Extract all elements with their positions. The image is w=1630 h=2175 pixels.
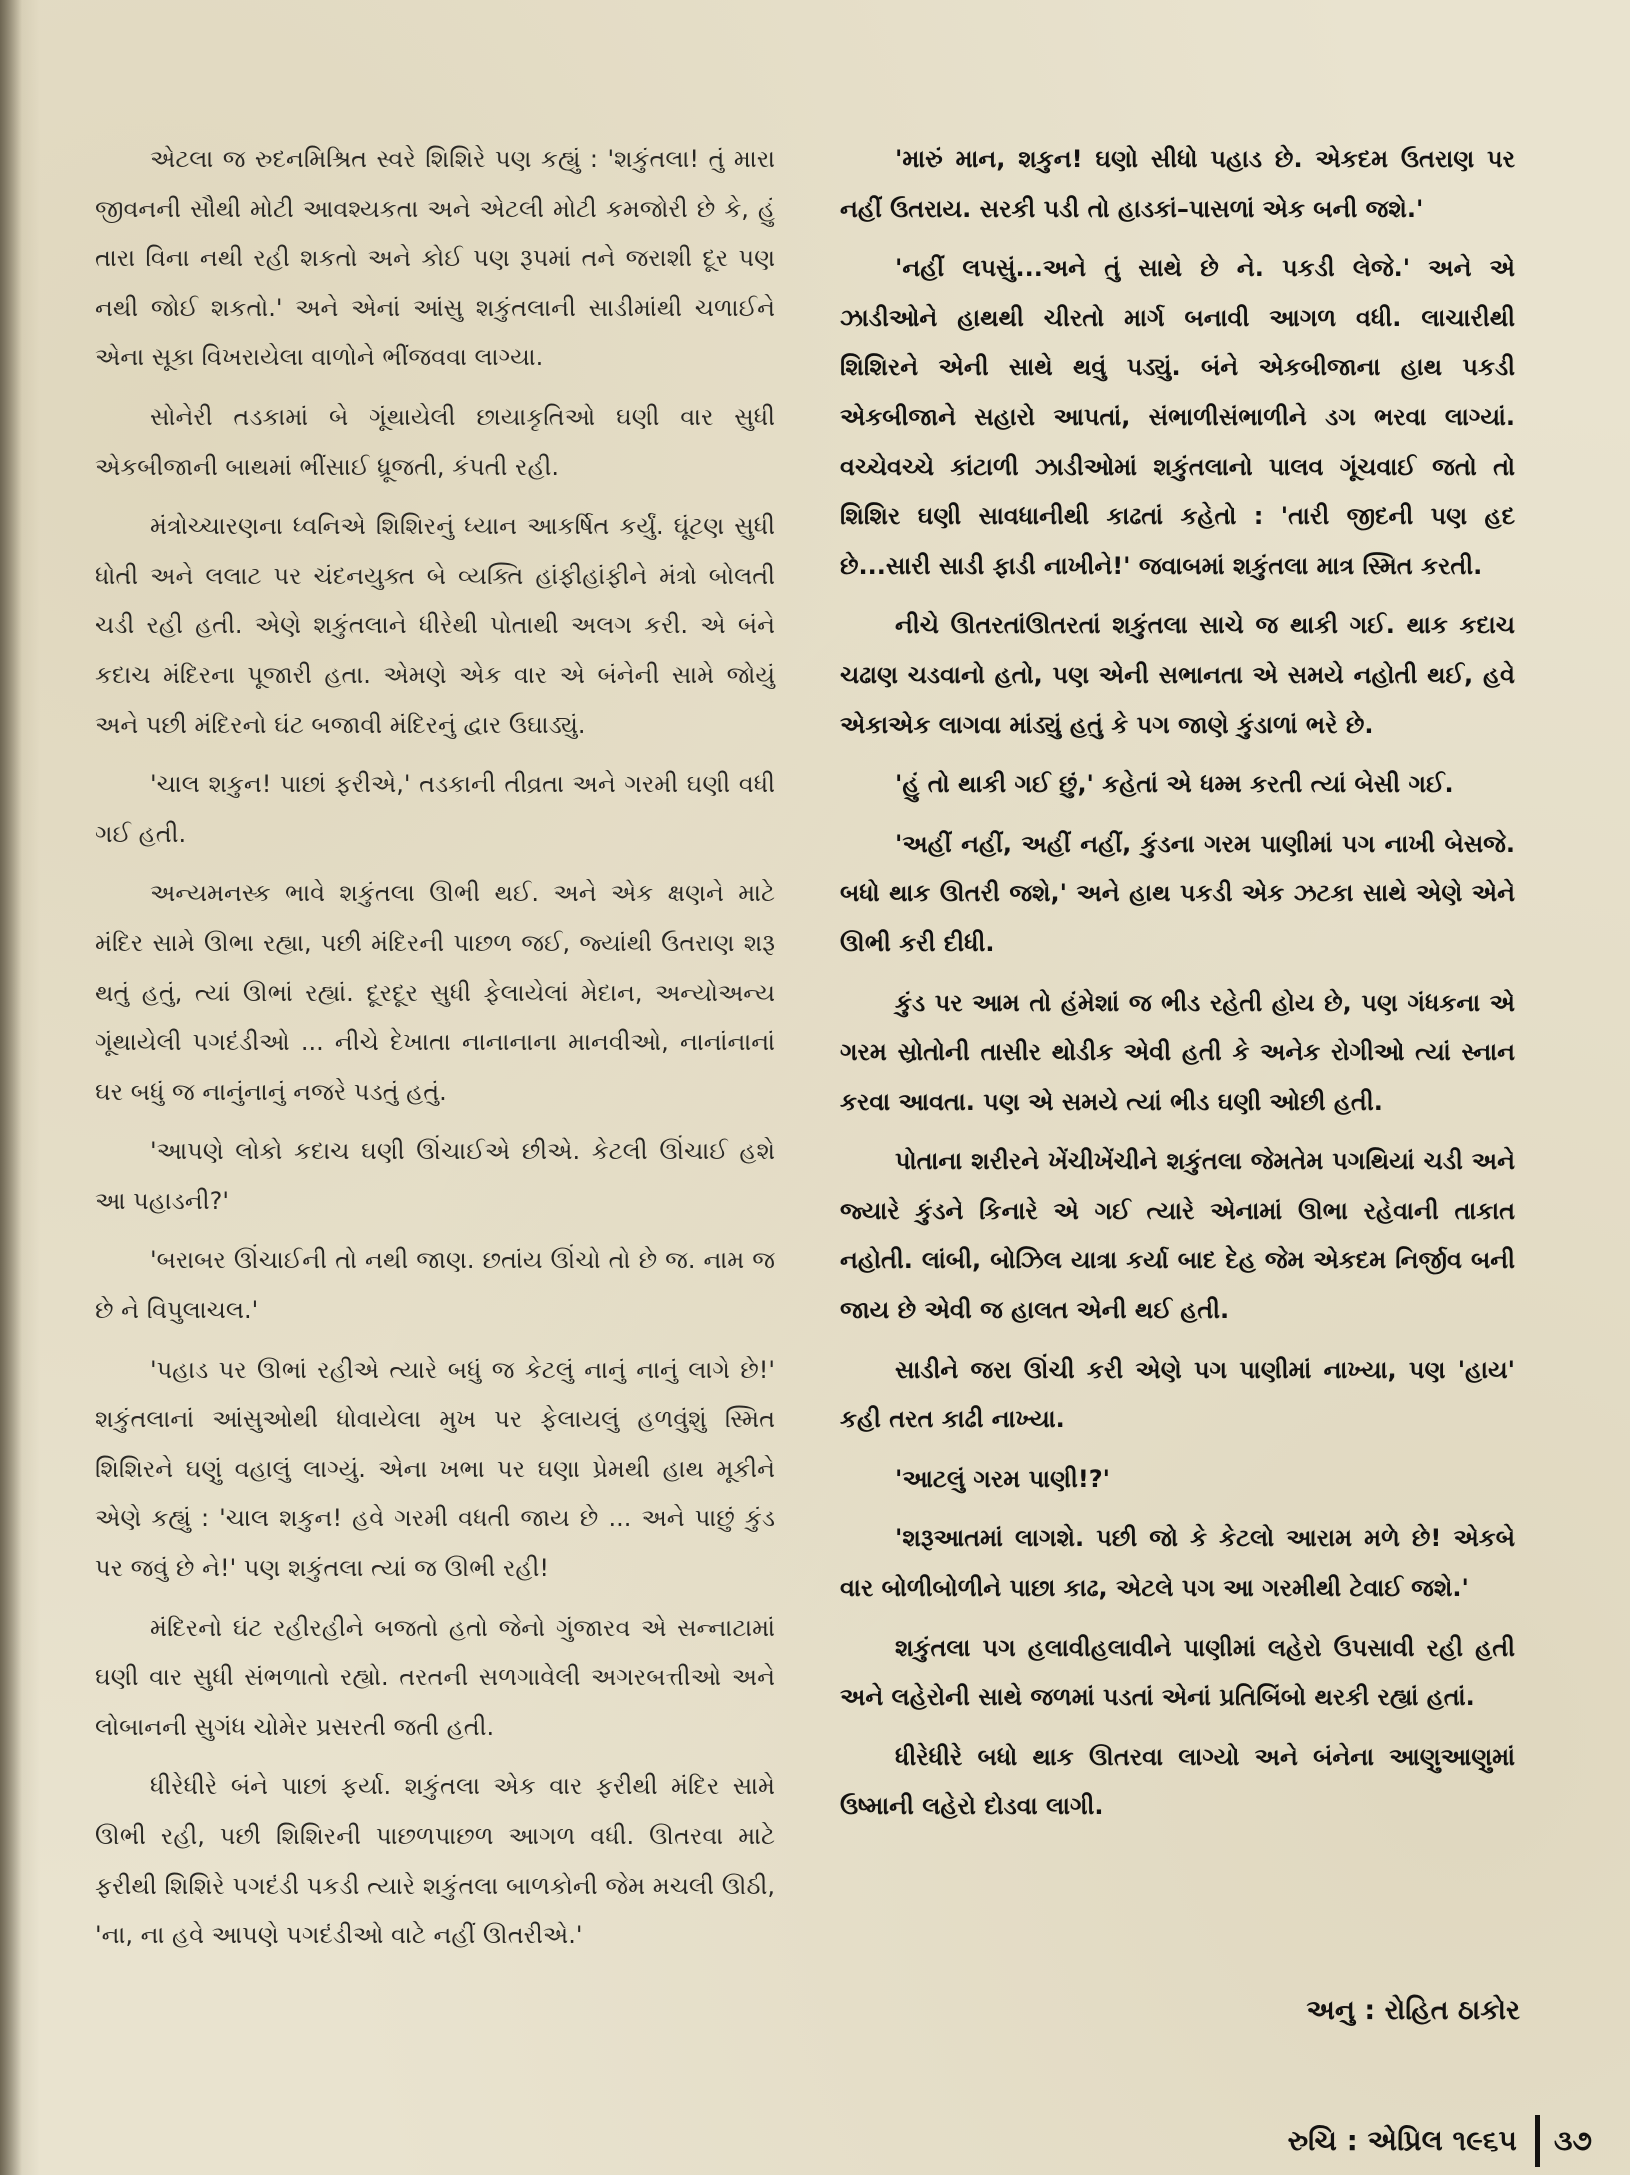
footer-divider	[1535, 2115, 1540, 2167]
paragraph: ધીરેધીરે બધો થાક ઊતરવા લાગ્યો અને બંનેના આણુઆણુમાં ઉષ્માની લહેરો દોડવા લાગી.	[840, 1742, 1515, 1821]
paragraph: કુંડ પર આમ તો હંમેશાં જ ભીડ રહેતી હોય છે, પણ ગંધકના એ ગરમ સ્રોતોની તાસીર થોડીક એવી હતી કે અનેક રોગીઓ ત્યાં સ્નાન કરવા આવતા. પણ એ સમયે ત્યાં ભીડ ઘણી ઓછી હતી.	[840, 988, 1515, 1116]
page-number: ૩૭	[1553, 2124, 1592, 2157]
paragraph: મંદિરનો ઘંટ રહીરહીને બજતો હતો જેનો ગુંજારવ એ સન્નાટામાં ઘણી વાર સુધી સંભળાતો રહ્યો. તરતની સળગાવેલી અગરબત્તીઓ અને લોબાનની સુગંધ ચોમેર પ્રસરતી જતી હતી.	[95, 1613, 775, 1741]
paragraph: પોતાના શરીરને ખેંચીખેંચીને શકુંતલા જેમતેમ પગથિયાં ચડી અને જ્યારે કુંડને કિનારે એ ગઈ ત્યારે એનામાં ઊભા રહેવાની તાકાત નહોતી. લાંબી, બોઝિલ યાત્રા કર્યા બાદ દેહ જેમ એકદમ નિર્જીવ બની જાય છે એવી જ હાલત એની થઈ હતી.	[840, 1147, 1515, 1325]
translator-credit: અનુ : રોહિત ઠાકોર	[1306, 1995, 1520, 2026]
paragraph: 'શરૂઆતમાં લાગશે. પછી જો કે કેટલો આરામ મળે છે! એકબે વાર બોળીબોળીને પાછા કાઢ, એટલે પગ આ ગરમીથી ટેવાઈ જશે.'	[840, 1524, 1515, 1603]
paragraph: 'મારું માન, શકુન! ઘણો સીધો પહાડ છે. એકદમ ઉતરાણ પર નહીં ઉતરાય. સરકી પડી તો હાડકાં–પાસળાં એક બની જશે.'	[840, 145, 1515, 223]
paragraph: નીચે ઊતરતાંઊતરતાં શકુંતલા સાચે જ થાકી ગઈ. થાક કદાચ ચઢાણ ચડવાનો હતો, પણ એની સભાનતા એ સમયે નહોતી થઈ, હવે એકાએક લાગવા માંડ્યું હતું કે પગ જાણે કુંડાળાં ભરે છે.	[840, 611, 1515, 739]
paragraph: 'પહાડ પર ઊભાં રહીએ ત્યારે બધું જ કેટલું નાનું નાનું લાગે છે!' શકુંતલાનાં આંસુઓથી ધોવાયેલા મુખ પર ફેલાયલું હળવુંશું સ્મિત શિશિરને ઘણું વહાલું લાગ્યું. એના ખભા પર ઘણા પ્રેમથી હાથ મૂકીને એણે કહ્યું : 'ચાલ શકુન! હવે ગરમી વધતી જાય છે ... અને પાછું કુંડ પર જવું છે ને!' પણ શકુંતલા ત્યાં જ ઊભી રહી!	[95, 1355, 775, 1583]
paragraph: શકુંતલા પગ હલાવીહલાવીને પાણીમાં લહેરો ઉપસાવી રહી હતી અને લહેરોની સાથે જળમાં પડતાં એનાં પ્રતિબિંબો થરકી રહ્યાં હતાં.	[840, 1633, 1515, 1712]
paragraph: સોનેરી તડકામાં બે ગૂંથાયેલી છાયાકૃતિઓ ઘણી વાર સુધી એકબીજાની બાથમાં ભીંસાઈ ધ્રૂજતી, કંપતી રહી.	[95, 402, 775, 481]
left-column	[95, 135, 775, 1971]
paragraph: ધીરેધીરે બંને પાછાં ફર્યા. શકુંતલા એક વાર ફરીથી મંદિર સામે ઊભી રહી, પછી શિશિરની પાછળપાછળ આગળ વધી. ઊતરવા માટે ફરીથી શિશિરે પગદંડી પકડી ત્યારે શકુંતલા બાળકોની જેમ મચલી ઊઠી, 'ના, ના હવે આપણે પગદંડીઓ વાટે નહીં ઊતરીએ.'	[95, 1772, 775, 1950]
paragraph: 'નહીં લપસું...અને તું સાથે છે ને. પકડી લેજે.' અને એ ઝાડીઓને હાથથી ચીરતો માર્ગ બનાવી આગળ વધી. લાચારીથી શિશિરને એની સાથે થવું પડ્યું. બંને એકબીજાના હાથ પકડી એકબીજાને સહારો આપતાં, સંભાળીસંભાળીને ડગ ભરવા લાગ્યાં. વચ્ચેવચ્ચે કાંટાળી ઝાડીઓમાં શકુંતલાનો પાલવ ગૂંચવાઈ જતો તો શિશિર ઘણી સાવધાનીથી કાઢતાં કહેતો : 'તારી જીદની પણ હદ છે...સારી સાડી ફાડી નાખીને!' જવાબમાં શકુંતલા માત્ર સ્મિત કરતી.	[840, 254, 1515, 580]
page-binding-shadow	[0, 0, 22, 2175]
page-footer	[1288, 2115, 1592, 2167]
right-column	[840, 135, 1515, 1842]
paragraph: સાડીને જરા ઊંચી કરી એણે પગ પાણીમાં નાખ્યા, પણ 'હાય' કહી તરત કાઢી નાખ્યા.	[840, 1355, 1515, 1434]
paragraph: 'આટલું ગરમ પાણી!?'	[895, 1464, 1111, 1493]
paragraph: 'આપણે લોકો કદાચ ઘણી ઊંચાઈએ છીએ. કેટલી ઊંચાઈ હશે આ પહાડની?'	[95, 1137, 775, 1215]
paragraph: એટલા જ રુદનમિશ્રિત સ્વરે શિશિરે પણ કહ્યું : 'શકુંતલા! તું મારા જીવનની સૌથી મોટી આવશ્યકતા અને એટલી મોટી કમજોરી છે કે, હું તારા વિના નથી રહી શકતો અને કોઈ પણ રૂપમાં તને જરાશી દૂર પણ નથી જોઈ શકતો.' અને એનાં આંસુ શકુંતલાની સાડીમાંથી ચળાઈને એના સૂકા વિખરાયેલા વાળોને ભીંજવવા લાગ્યા.	[95, 145, 775, 372]
paragraph: અન્યમનસ્ક ભાવે શકુંતલા ઊભી થઈ. અને એક ક્ષણને માટે મંદિર સામે ઊભા રહ્યા, પછી મંદિરની પાછળ જઈ, જ્યાંથી ઉતરાણ શરૂ થતું હતું, ત્યાં ઊભાં રહ્યાં. દૂરદૂર સુધી ફેલાયેલાં મેદાન, અન્યોઅન્ય ગૂંથાયેલી પગદંડીઓ ... નીચે દેખાતા નાનાનાના માનવીઓ, નાનાંનાનાં ઘર બધું જ નાનુંનાનું નજરે પડતું હતું.	[95, 879, 775, 1106]
paragraph: 'બરાબર ઊંચાઈની તો નથી જાણ. છતાંય ઊંચો તો છે જ. નામ જ છે ને વિપુલાચલ.'	[95, 1246, 775, 1325]
paragraph: 'અહીં નહીં, અહીં નહીં, કુંડના ગરમ પાણીમાં પગ નાખી બેસજે. બધો થાક ઊતરી જશે,' અને હાથ પકડી એક ઝટકા સાથે એણે એને ઊભી કરી દીધી.	[840, 829, 1515, 957]
magazine-issue: રુચિ : એપ્રિલ ૧૯૬૫	[1287, 2124, 1517, 2157]
paragraph: 'હું તો થાકી ગઈ છું,' કહેતાં એ ધમ્મ કરતી ત્યાં બેસી ગઈ.	[895, 770, 1454, 799]
paragraph: મંત્રોચ્ચારણના ધ્વનિએ શિશિરનું ધ્યાન આકર્ષિત કર્યું. ઘૂંટણ સુધી ધોતી અને લલાટ પર ચંદનયુક્ત બે વ્યક્તિ હાંફીહાંફીને મંત્રો બોલતી ચડી રહી હતી. એણે શકુંતલાને ધીરેથી પોતાથી અલગ કરી. એ બંને કદાચ મંદિરના પૂજારી હતા. એમણે એક વાર એ બંનેની સામે જોયું અને પછી મંદિરનો ઘંટ બજાવી મંદિરનું દ્વાર ઉઘાડ્યું.	[95, 512, 775, 739]
paragraph: 'ચાલ શકુન! પાછાં ફરીએ,' તડકાની તીવ્રતા અને ગરમી ઘણી વધી ગઈ હતી.	[95, 770, 775, 848]
